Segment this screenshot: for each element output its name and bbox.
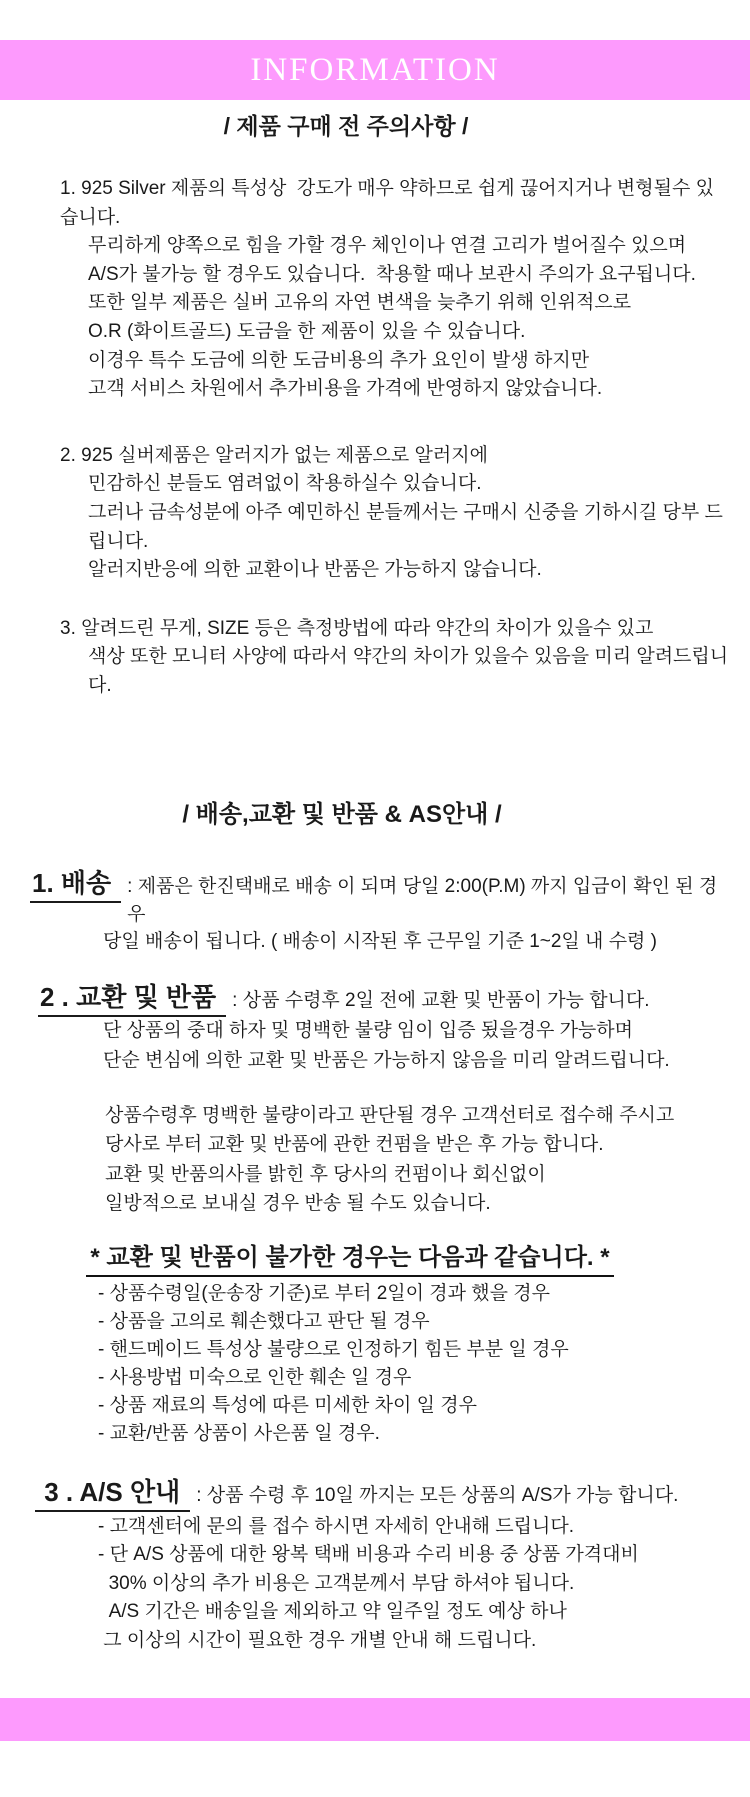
precaution-item-2 <box>60 442 730 585</box>
paragraph-line: 교환 및 반품의사를 밝힌 후 당사의 컨펌이나 회신없이 <box>105 1163 546 1185</box>
paragraph-line: - 고객센터에 문의 를 접수 하시면 자세히 안내해 드립니다. <box>98 1515 574 1537</box>
list-item: - 상품수령일(운송장 기준)로 부터 2일이 경과 했을 경우 <box>98 1282 550 1304</box>
shipping-text: : 제품은 한진택배로 배송 이 되며 당일 2:00(P.M) 까지 입금이 확인 된 경우 <box>127 875 718 925</box>
no-exchange-cases-title: * 교환 및 반품이 불가한 경우는 다음과 같습니다. * <box>86 1243 613 1277</box>
paragraph-line: 일방적으로 보내실 경우 반송 될 수도 있습니다. <box>105 1193 491 1215</box>
shipping-rest-lines <box>30 928 735 957</box>
precautions-list <box>0 175 750 701</box>
exchange-return-block <box>0 980 750 1075</box>
paragraph-first-line: 2. 925 실버제품은 알러지가 없는 제품으로 알러지에 <box>60 444 488 466</box>
precaution-item-3 <box>60 615 730 701</box>
paragraph-first-line: 3. 알려드린 무게, SIZE 등은 측정방법에 따라 약간의 차이가 있을수 있고 <box>60 617 654 639</box>
paragraph-line: 민감하신 분들도 염려없이 착용하실수 있습니다. <box>88 473 482 495</box>
paragraph-line: A/S 기간은 배송일을 제외하고 약 일주일 정도 예상 하나 <box>98 1601 567 1623</box>
paragraph-first-line: 1. 925 Silver 제품의 특성상 강도가 매우 약하므로 쉽게 끊어지거나 변형될수 있습니다. <box>60 178 714 228</box>
paragraph-line: 그 이상의 시간이 필요한 경우 개별 안내 해 드립니다. <box>98 1629 537 1651</box>
precaution-item-1 <box>60 175 730 404</box>
shipping-label: 1. 배송 <box>30 866 121 903</box>
footer-pink-bar <box>0 1698 750 1741</box>
paragraph-line: 이경우 특수 도금에 의한 도금비용의 추가 요인이 발생 하지만 <box>88 349 590 371</box>
list-item: - 상품을 고의로 훼손했다고 판단 될 경우 <box>98 1310 430 1332</box>
paragraph-line: 당일 배송이 됩니다. ( 배송이 시작된 후 근무일 기준 1~2일 내 수령 ) <box>103 930 658 952</box>
paragraph-line: 또한 일부 제품은 실버 고유의 자연 변색을 늦추기 위해 인위적으로 <box>88 292 632 314</box>
shipping-block <box>0 866 750 957</box>
information-banner-title: INFORMATION <box>250 52 500 88</box>
paragraph-line: 30% 이상의 추가 비용은 고객분께서 부담 하셔야 됩니다. <box>98 1572 575 1594</box>
paragraph-line: O.R (화이트골드) 도금을 한 제품이 있을 수 있습니다. <box>88 320 526 342</box>
information-banner <box>0 40 750 100</box>
exchange-detail-paragraph <box>0 1101 750 1219</box>
shipping-section-title: / 배송,교환 및 반품 & AS안내 / <box>182 800 502 828</box>
paragraph-line: A/S가 불가능 할 경우도 있습니다. 착용할 때나 보관시 주의가 요구됩니다. <box>88 263 696 285</box>
after-service-block <box>0 1475 750 1656</box>
after-service-label: 3 . A/S 안내 <box>35 1475 190 1512</box>
paragraph-rest-lines <box>60 232 730 404</box>
no-exchange-cases-list <box>0 1280 750 1448</box>
paragraph-line: 단 상품의 중대 하자 및 명백한 불량 임이 입증 됬을경우 가능하며 <box>103 1020 633 1042</box>
list-item: - 교환/반품 상품이 사은품 일 경우. <box>98 1422 380 1444</box>
paragraph-line: 당사로 부터 교환 및 반품에 관한 컨펌을 받은 후 가능 합니다. <box>105 1134 604 1156</box>
list-item: - 상품 재료의 특성에 따른 미세한 차이 일 경우 <box>98 1394 477 1416</box>
list-item: - 사용방법 미숙으로 인한 훼손 일 경우 <box>98 1366 412 1388</box>
paragraph-rest-lines <box>60 643 730 700</box>
paragraph-rest-lines <box>60 470 730 584</box>
paragraph-line: 그러나 금속성분에 아주 예민하신 분들께서는 구매시 신중을 기하시길 당부 드립니다. <box>88 501 723 552</box>
shipping-heading-row <box>30 866 735 929</box>
after-service-rest-lines <box>35 1513 735 1656</box>
paragraph-line: 색상 또한 모니터 사양에 따라서 약간의 차이가 있을수 있음을 미리 알려드립니다. <box>88 646 729 696</box>
precautions-section-title: / 제품 구매 전 주의사항 / <box>223 113 469 139</box>
paragraph-line: 알러지반응에 의한 교환이나 반품은 가능하지 않습니다. <box>88 559 542 581</box>
paragraph-line: - 단 A/S 상품에 대한 왕복 택배 비용과 수리 비용 중 상품 가격대비 <box>98 1544 639 1566</box>
paragraph-line: 무리하게 양쪽으로 힘을 가할 경우 체인이나 연결 고리가 벌어질수 있으며 <box>88 235 687 257</box>
paragraph-line: 고객 서비스 차원에서 추가비용을 가격에 반영하지 않았습니다. <box>88 378 603 400</box>
after-service-heading-row <box>35 1475 735 1512</box>
exchange-label: 2 . 교환 및 반품 <box>38 980 226 1017</box>
information-page <box>0 40 750 1797</box>
exchange-rest-lines <box>38 1016 735 1075</box>
after-service-text: : 상품 수령 후 10일 까지는 모든 상품의 A/S가 가능 합니다. <box>196 1484 679 1506</box>
exchange-heading-row <box>38 980 735 1017</box>
list-item: - 핸드메이드 특성상 불량으로 인정하기 힘든 부분 일 경우 <box>98 1338 569 1360</box>
paragraph-line: 단순 변심에 의한 교환 및 반품은 가능하지 않음을 미리 알려드립니다. <box>103 1049 670 1071</box>
exchange-text: : 상품 수령후 2일 전에 교환 및 반품이 가능 합니다. <box>232 990 650 1012</box>
paragraph-line: 상품수령후 명백한 불량이라고 판단될 경우 고객선터로 접수해 주시고 <box>105 1104 675 1126</box>
